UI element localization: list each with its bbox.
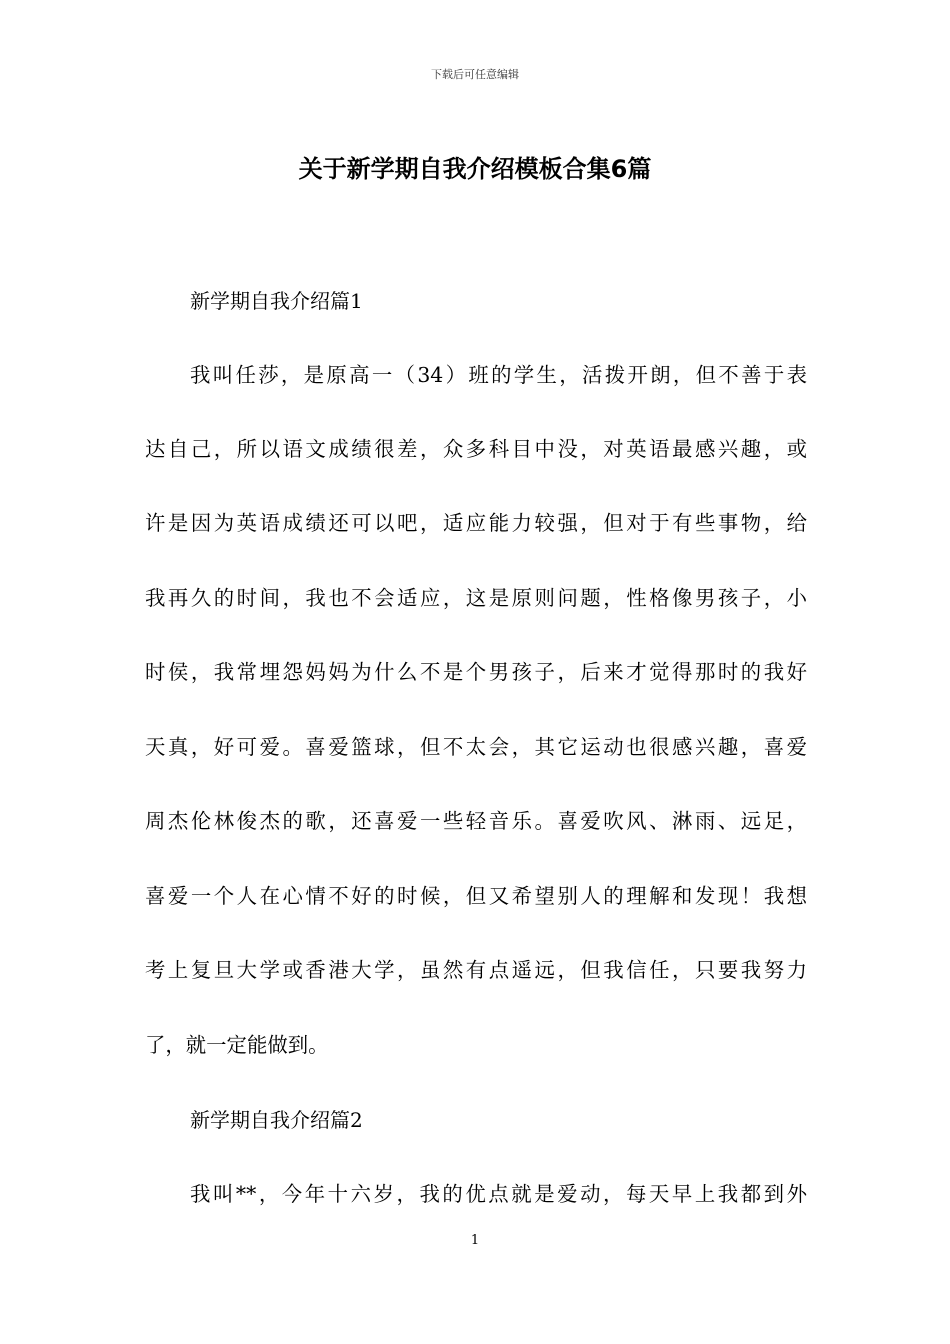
paragraph-line: 我叫任莎，是原高一（34）班的学生，活拨开朗，但不善于表 xyxy=(190,363,807,387)
paragraph-line: 喜爱一个人在心情不好的时候，但又希望别人的理解和发现！我想 xyxy=(145,884,807,908)
paragraph-line: 我再久的时间，我也不会适应，这是原则问题，性格像男孩子，小 xyxy=(145,586,807,610)
document-title: 关于新学期自我介绍模板合集6篇 xyxy=(298,155,652,183)
section-heading-1: 新学期自我介绍篇1 xyxy=(190,289,363,313)
paragraph-line: 周杰伦林俊杰的歌，还喜爱一些轻音乐。喜爱吹风、淋雨、远足， xyxy=(145,809,807,833)
paragraph-line: 天真，好可爱。喜爱篮球，但不太会，其它运动也很感兴趣，喜爱 xyxy=(145,735,807,759)
section-heading-2: 新学期自我介绍篇2 xyxy=(190,1108,363,1132)
paragraph-line: 达自己，所以语文成绩很差，众多科目中没，对英语最感兴趣，或 xyxy=(145,437,807,461)
header-note: 下载后可任意编辑 xyxy=(431,68,519,81)
paragraph-line: 许是因为英语成绩还可以吧，适应能力较强，但对于有些事物，给 xyxy=(145,511,807,535)
paragraph-line: 了，就一定能做到。 xyxy=(145,1033,329,1057)
paragraph-line: 考上复旦大学或香港大学，虽然有点遥远，但我信任，只要我努力 xyxy=(145,958,807,982)
paragraph-line: 时侯，我常埋怨妈妈为什么不是个男孩子，后来才觉得那时的我好 xyxy=(145,660,807,684)
paragraph-line: 我叫**，今年十六岁，我的优点就是爱动，每天早上我都到外 xyxy=(190,1182,807,1206)
page-number: 1 xyxy=(470,1233,480,1248)
